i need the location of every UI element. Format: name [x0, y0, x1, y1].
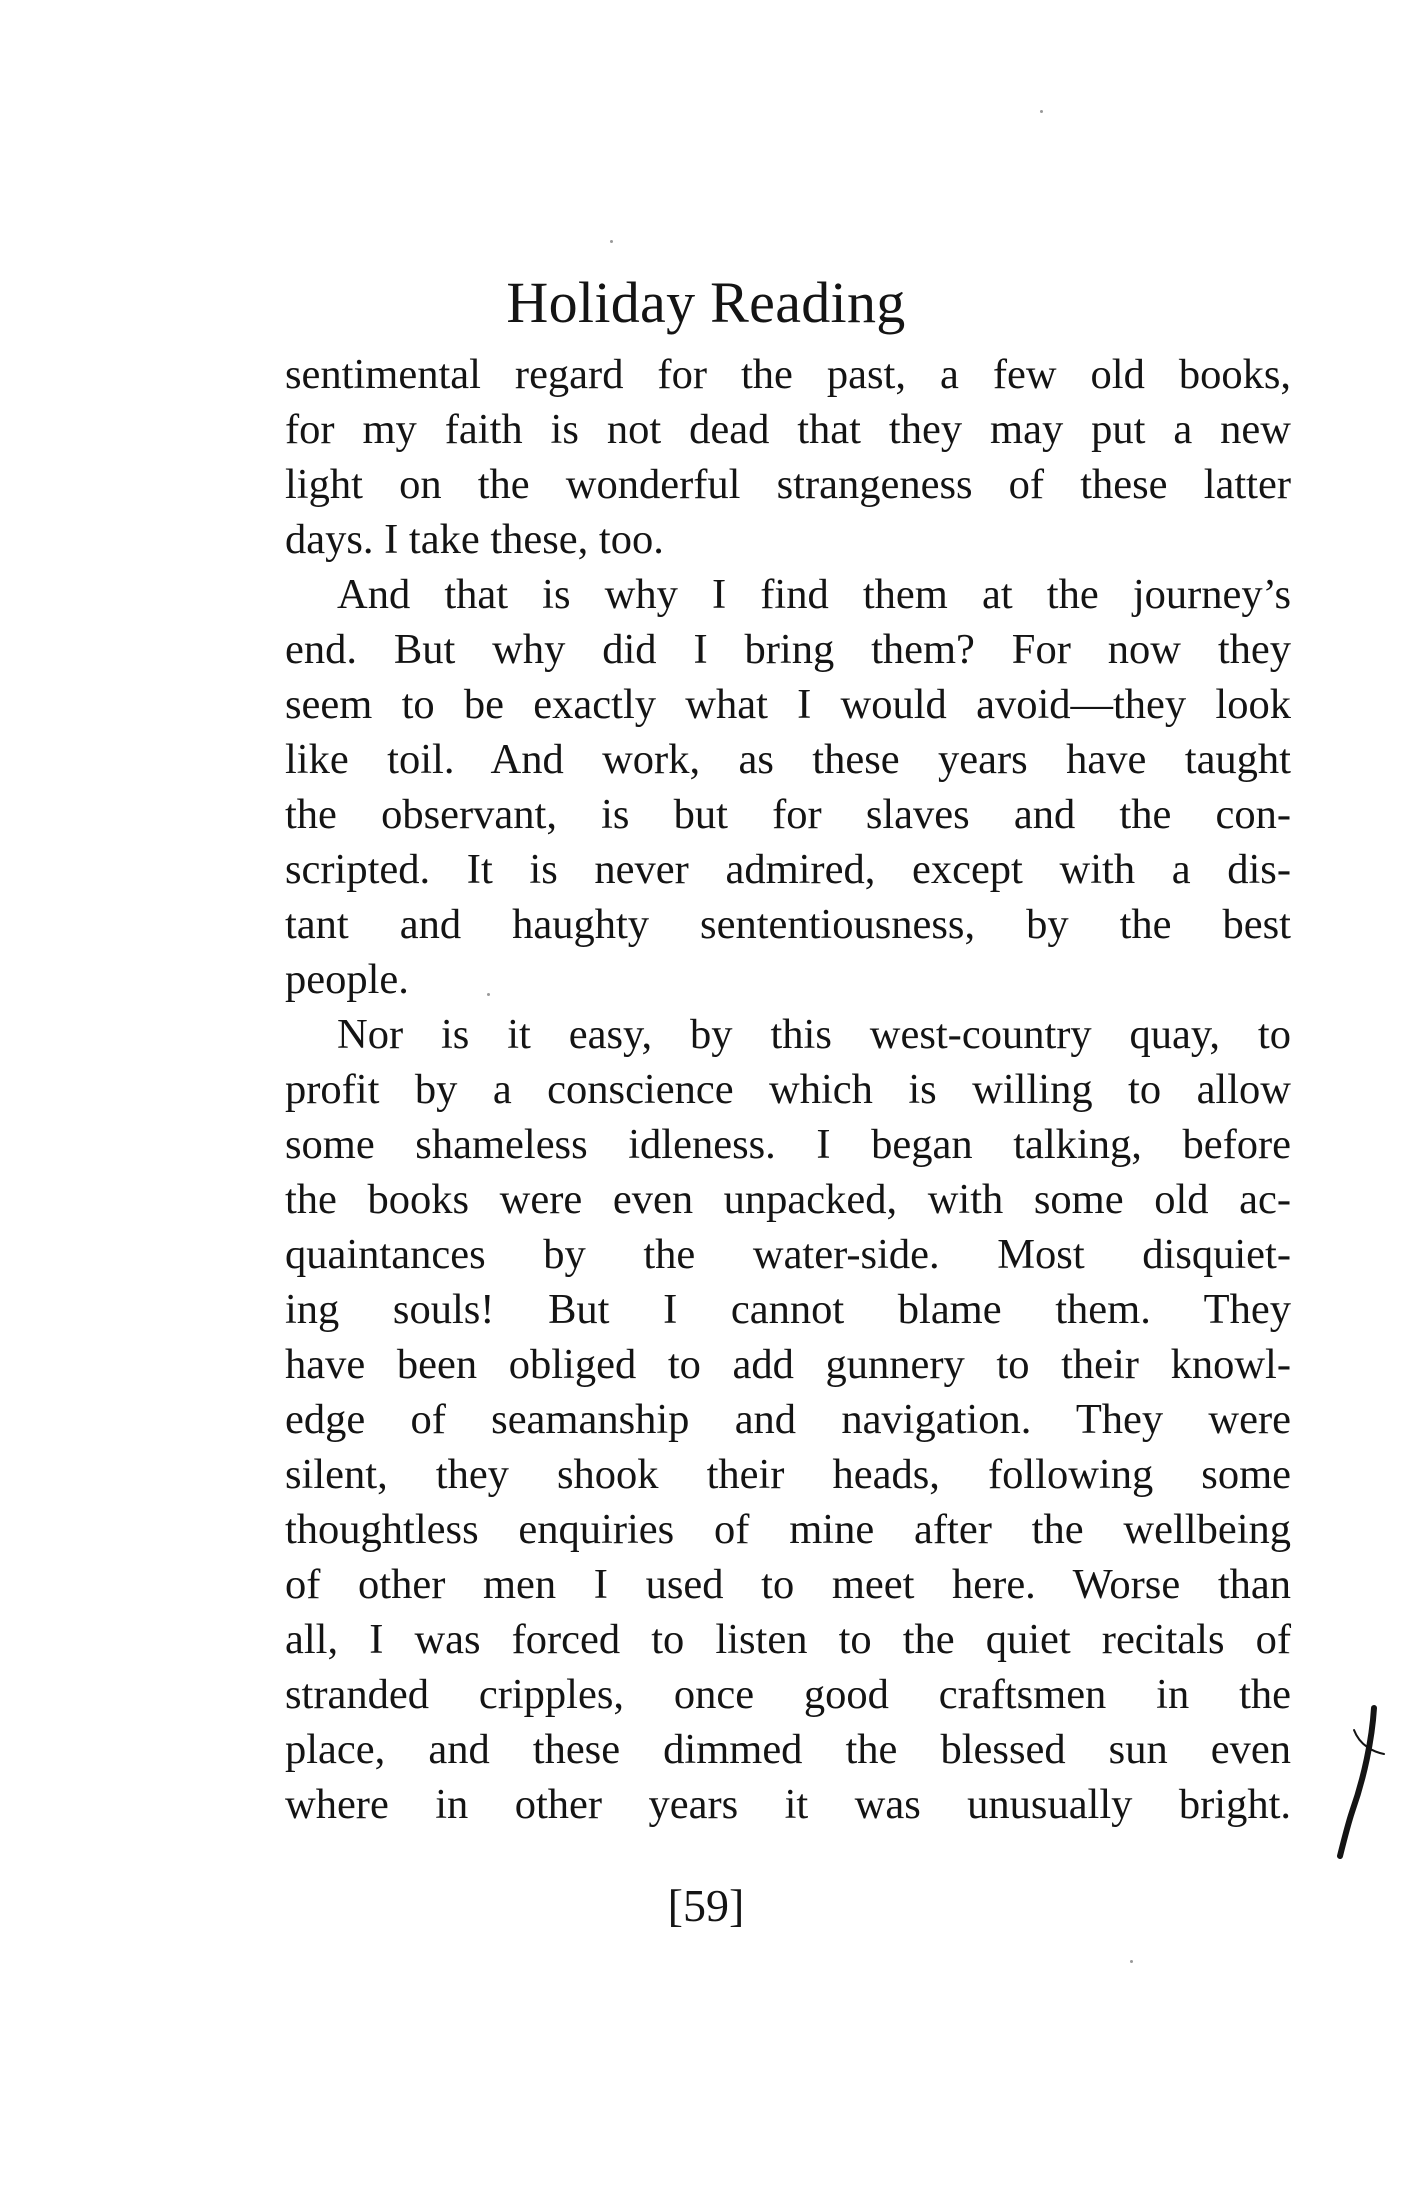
text-line: the observant, is but for slaves and the con- — [285, 791, 1291, 838]
paper-speck — [1040, 110, 1043, 113]
paper-speck — [610, 240, 613, 243]
text-line: stranded cripples, once good craftsmen in the — [285, 1671, 1291, 1718]
paragraph-2 — [285, 567, 1291, 1007]
text-line: days. I take these, too. — [285, 516, 664, 563]
text-line: people. — [285, 956, 409, 1003]
text-line: thoughtless enquiries of mine after the wellbeing — [285, 1506, 1291, 1553]
text-line: silent, they shook their heads, following some — [285, 1451, 1291, 1498]
text-line: sentimental regard for the past, a few old books, — [285, 351, 1291, 398]
text-line: scripted. It is never admired, except with a dis- — [285, 846, 1291, 893]
body-text — [285, 347, 1291, 1832]
paper-speck — [487, 993, 490, 996]
text-line: ing souls! But I cannot blame them. They — [285, 1286, 1291, 1333]
text-line: some shameless idleness. I began talking, before — [285, 1121, 1291, 1168]
text-line: quaintances by the water-side. Most disquiet- — [285, 1231, 1291, 1278]
text-line: all, I was forced to listen to the quiet recitals of — [285, 1616, 1291, 1663]
text-line: of other men I used to meet here. Worse than — [285, 1561, 1291, 1608]
pencil-margin-mark — [1330, 1700, 1390, 1860]
text-line: light on the wonderful strangeness of these latter — [285, 461, 1291, 508]
paragraph-3 — [285, 1007, 1291, 1832]
text-line: the books were even unpacked, with some old ac- — [285, 1176, 1291, 1223]
text-line: tant and haughty sententiousness, by the best — [285, 901, 1291, 948]
text-line: end. But why did I bring them? For now they — [285, 626, 1291, 673]
running-head: Holiday Reading — [506, 270, 906, 335]
text-line: have been obliged to add gunnery to their knowl- — [285, 1341, 1291, 1388]
text-line: profit by a conscience which is willing to allow — [285, 1066, 1291, 1113]
text-line: edge of seamanship and navigation. They were — [285, 1396, 1291, 1443]
text-line: place, and these dimmed the blessed sun even — [285, 1726, 1291, 1773]
text-line: Nor is it easy, by this west-country quay, to — [337, 1011, 1291, 1058]
text-line: for my faith is not dead that they may put a new — [285, 406, 1291, 453]
text-line: And that is why I find them at the journey’s — [337, 571, 1291, 618]
paragraph-1 — [285, 347, 1291, 567]
pencil-stroke — [1340, 1708, 1374, 1856]
text-line: where in other years it was unusually bright. — [285, 1781, 1291, 1828]
paper-speck — [1130, 1960, 1133, 1963]
text-line: like toil. And work, as these years have taught — [285, 736, 1291, 783]
page-number: [59] — [667, 1880, 745, 1931]
text-line: seem to be exactly what I would avoid—they look — [285, 681, 1291, 728]
